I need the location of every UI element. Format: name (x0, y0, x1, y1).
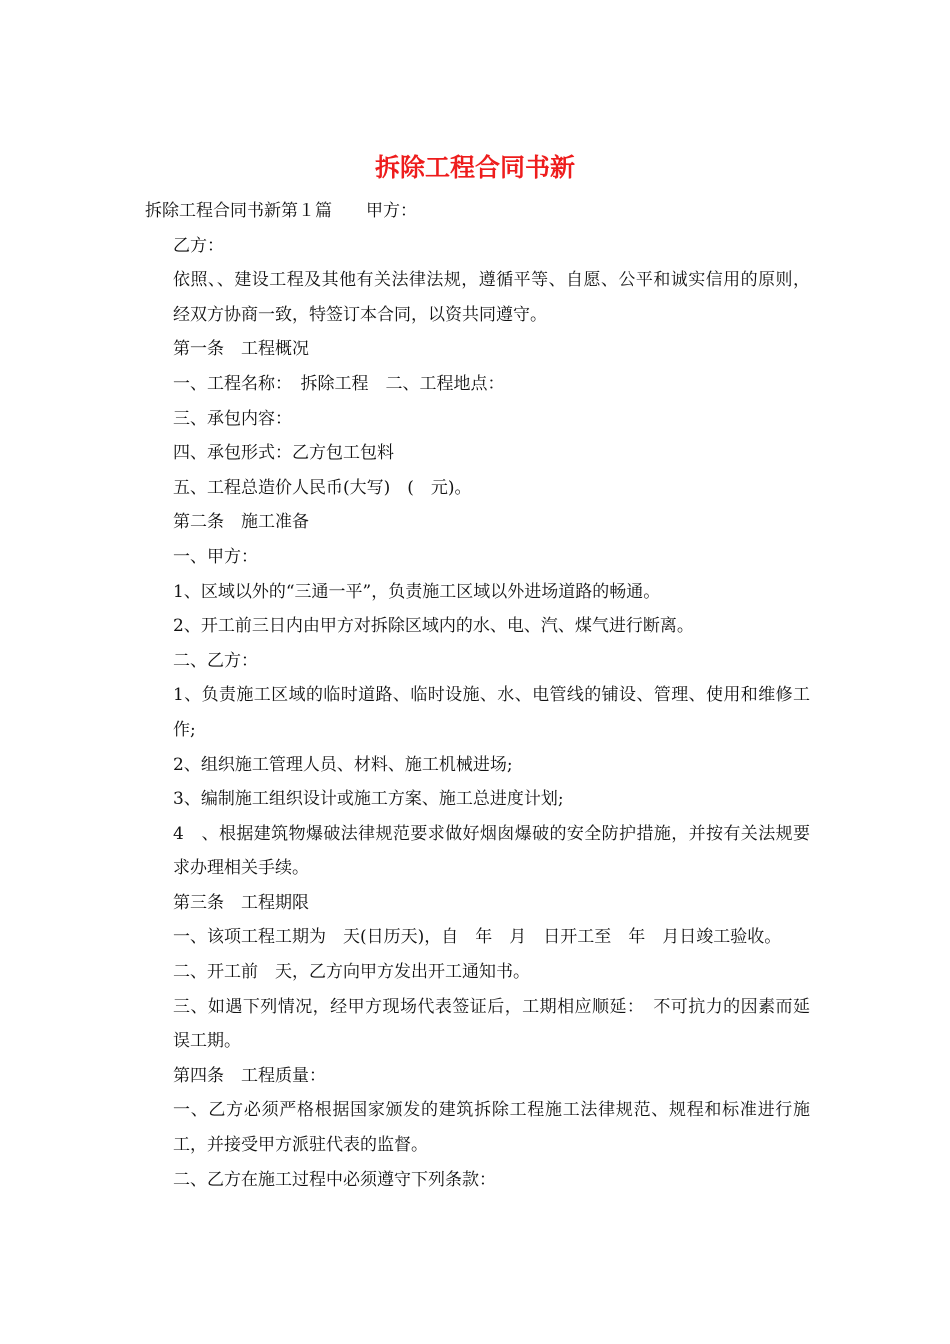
paragraph: 第四条 工程质量： (173, 1065, 326, 1086)
paragraph: 三、承包内容： (173, 408, 292, 429)
paragraph: 二、开工前 天，乙方向甲方发出开工通知书。 (173, 962, 530, 983)
document-body (145, 194, 810, 1197)
paragraph: 2、开工前三日内由甲方对拆除区域内的水、电、汽、煤气进行断离。 (173, 616, 694, 637)
paragraph: 4 、根据建筑物爆破法律规范要求做好烟囱爆破的安全防护措施，并按有关法规要求办理相关手续。 (173, 823, 810, 879)
paragraph: 一、该项工程工期为 天(日历天)，自 年 月 日开工至 年 月日竣工验收。 (173, 927, 782, 948)
paragraph: 乙方： (173, 235, 224, 256)
paragraph: 一、乙方必须严格根据国家颁发的建筑拆除工程施工法律规范、规程和标准进行施工，并接受甲方派驻代表的监督。 (173, 1100, 810, 1156)
paragraph: 第一条 工程概况 (173, 339, 309, 360)
paragraph: 二、乙方在施工过程中必须遵守下列条款： (173, 1169, 496, 1190)
paragraph: 第三条 工程期限 (173, 892, 309, 913)
paragraph: 2、组织施工管理人员、材料、施工机械进场; (173, 754, 513, 775)
paragraph: 二、乙方： (173, 650, 258, 671)
paragraph: 四、承包形式：乙方包工包料 (173, 443, 394, 464)
paragraph: 1、区域以外的“三通一平”，负责施工区域以外进场道路的畅通。 (173, 581, 661, 602)
paragraph: 拆除工程合同书新第１篇 甲方： (145, 201, 417, 221)
paragraph: 一、工程名称： 拆除工程 二、工程地点： (173, 373, 505, 394)
paragraph: 三、如遇下列情况，经甲方现场代表签证后，工期相应顺延： 不可抗力的因素而延误工期。 (173, 996, 810, 1052)
paragraph: 1、负责施工区域的临时道路、临时设施、水、电管线的铺设、管理、使用和维修工作; (173, 685, 810, 740)
paragraph: 五、工程总造价人民币(大写) ( 元)。 (173, 477, 472, 498)
paragraph: 一、甲方： (173, 546, 258, 567)
paragraph: 依照、、建设工程及其他有关法律法规，遵循平等、自愿、公平和诚实信用的原则，经双方协商一致，特签订本合同，以资共同遵守。 (173, 270, 810, 325)
paragraph: 第二条 施工准备 (173, 512, 309, 533)
paragraph: 3、编制施工组织设计或施工方案、施工总进度计划; (173, 789, 564, 810)
document-title: 拆除工程合同书新 (374, 153, 575, 182)
